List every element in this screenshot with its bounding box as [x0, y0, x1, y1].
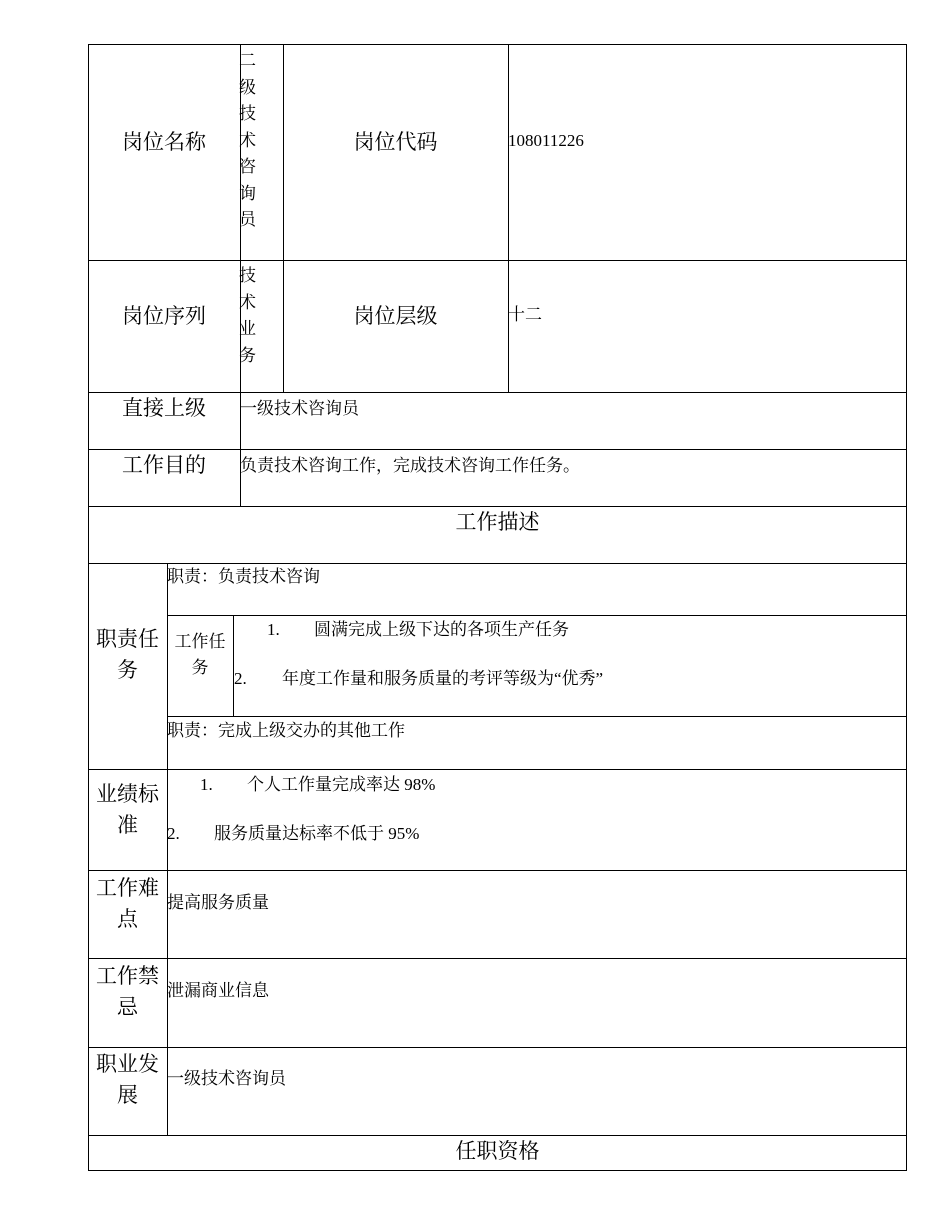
work-description-heading: 工作描述 — [455, 510, 540, 534]
purpose-label: 工作目的 — [122, 453, 206, 477]
column-divider — [508, 44, 509, 392]
duty-2: 职责：完成上级交办的其他工作 — [167, 721, 405, 740]
career-label: 职业发展 — [96, 1052, 159, 1107]
duties-label: 职责任务 — [96, 627, 159, 682]
row-divider — [88, 870, 907, 871]
task-1-number: 1. — [267, 620, 280, 639]
task-2-text: 年度工作量和服务质量的考评等级为“优秀” — [282, 669, 604, 688]
column-divider — [233, 615, 234, 716]
position-level-label: 岗位层级 — [353, 303, 438, 328]
row-divider — [88, 563, 907, 564]
task-2-number: 2. — [234, 669, 247, 688]
position-code-label: 岗位代码 — [353, 130, 438, 155]
difficulty-label: 工作难点 — [96, 876, 159, 931]
position-series-label: 岗位序列 — [122, 303, 206, 328]
table-border-right — [906, 44, 907, 1171]
row-divider — [88, 958, 907, 959]
row-divider — [88, 449, 907, 450]
position-name-label: 岗位名称 — [122, 130, 206, 155]
row-divider — [167, 716, 907, 717]
position-name-value: 二级技术咨询员 — [239, 51, 256, 229]
row-divider — [88, 506, 907, 507]
performance-2-number: 2. — [167, 824, 180, 843]
row-divider — [88, 1135, 907, 1136]
performance-label: 业绩标准 — [96, 782, 159, 837]
taboo-label: 工作禁忌 — [96, 964, 159, 1019]
career-value: 一级技术咨询员 — [167, 1069, 286, 1088]
performance-2-text: 服务质量达标率不低于 95% — [214, 824, 420, 843]
task-1-text: 圆满完成上级下达的各项生产任务 — [314, 620, 569, 639]
position-series-value: 技术业务 — [239, 266, 256, 365]
supervisor-label: 直接上级 — [122, 396, 206, 420]
position-code-value: 108011226 — [508, 131, 584, 150]
row-divider — [88, 769, 907, 770]
job-description-form — [88, 44, 907, 1171]
row-divider — [88, 392, 907, 393]
difficulty-value: 提高服务质量 — [167, 893, 269, 912]
purpose-value: 负责技术咨询工作，完成技术咨询工作任务。 — [240, 456, 580, 475]
supervisor-value: 一级技术咨询员 — [240, 399, 359, 418]
taboo-value: 泄漏商业信息 — [167, 981, 269, 1000]
row-divider — [88, 1047, 907, 1048]
performance-1-number: 1. — [200, 775, 213, 794]
tasks-label: 工作任务 — [174, 632, 226, 677]
duty-1: 职责：负责技术咨询 — [167, 567, 320, 586]
position-level-value: 十二 — [508, 305, 542, 324]
qualification-heading: 任职资格 — [455, 1139, 540, 1163]
row-divider — [167, 615, 907, 616]
table-border-bottom — [88, 1170, 907, 1171]
performance-1-text: 个人工作量完成率达 98% — [247, 775, 436, 794]
